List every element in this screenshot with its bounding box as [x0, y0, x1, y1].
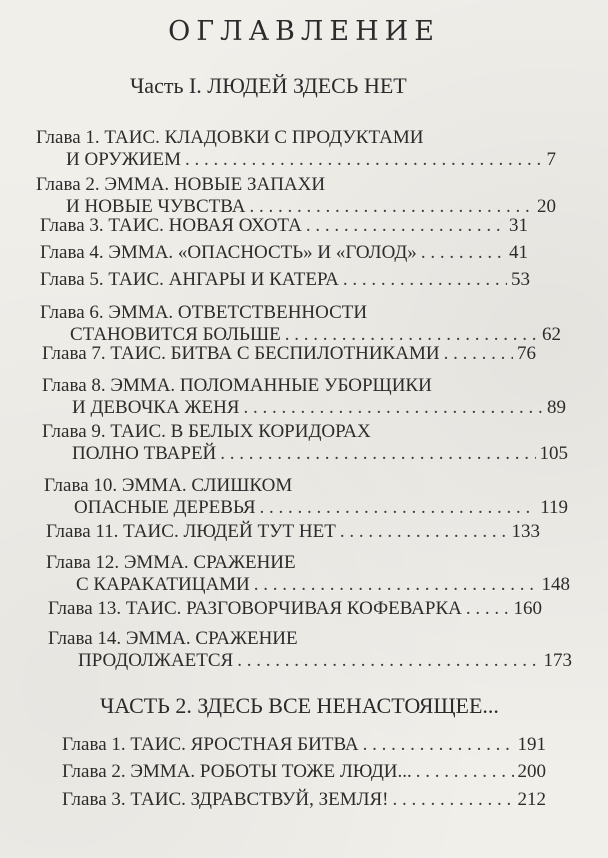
toc-entry: [0, 343, 608, 365]
page-number: 89: [547, 397, 566, 418]
page-number: 200: [517, 761, 546, 782]
toc-entry: [0, 761, 608, 783]
chapter-title-cont: ПРОДОЛЖАЕТСЯ: [78, 650, 234, 671]
chapter-title-cont: С КАРАКАТИЦАМИ: [76, 574, 250, 595]
chapter-title: Глава 1. ТАИС. ЯРОСТНАЯ БИТВА: [62, 734, 359, 755]
page-number: 62: [542, 324, 561, 345]
page-number: 31: [509, 215, 528, 236]
page-number: 53: [511, 269, 530, 290]
toc-entry: [0, 521, 608, 543]
page-heading: ОГЛАВЛЕНИЕ: [168, 16, 440, 47]
chapter-title-cont: ПОЛНО ТВАРЕЙ: [72, 443, 217, 464]
chapter-title: Глава 10. ЭММА. СЛИШКОМ: [44, 475, 293, 496]
chapter-title-cont: СТАНОВИТСЯ БОЛЬШЕ: [70, 324, 281, 345]
chapter-title: Глава 3. ТАИС. ЗДРАВСТВУЙ, ЗЕМЛЯ!: [62, 789, 389, 810]
chapter-title: Глава 6. ЭММА. ОТВЕТСТВЕННОСТИ: [40, 302, 368, 323]
toc-entry: [0, 302, 608, 346]
page-number: 212: [517, 789, 546, 810]
chapter-title: Глава 5. ТАИС. АНГАРЫ И КАТЕРА: [40, 269, 339, 290]
toc-entry: [0, 215, 608, 237]
chapter-title: Глава 8. ЭММА. ПОЛОМАННЫЕ УБОРЩИКИ: [42, 375, 432, 396]
chapter-title: Глава 14. ЭММА. СРАЖЕНИЕ: [48, 628, 298, 649]
chapter-title: Глава 2. ЭММА. РОБОТЫ ТОЖЕ ЛЮДИ...: [62, 761, 412, 782]
page-number: 119: [540, 497, 568, 518]
page-number: 191: [517, 734, 546, 755]
chapter-title: Глава 9. ТАИС. В БЕЛЫХ КОРИДОРАХ: [42, 421, 371, 442]
chapter-title-cont: И ОРУЖИЕМ: [66, 149, 181, 170]
toc-entry: [0, 475, 608, 519]
part-2-title: ЧАСТЬ 2. ЗДЕСЬ ВСЕ НЕНАСТОЯЩЕЕ...: [100, 693, 499, 718]
page-number: 173: [543, 650, 572, 671]
chapter-title: Глава 7. ТАИС. БИТВА С БЕСПИЛОТНИКАМИ: [42, 343, 440, 364]
chapter-title: Глава 4. ЭММА. «ОПАСНОСТЬ» И «ГОЛОД»: [40, 242, 417, 263]
page-number: 41: [509, 242, 528, 263]
chapter-title-cont: И ДЕВОЧКА ЖЕНЯ: [72, 397, 240, 418]
toc-entry: [0, 598, 608, 620]
toc-entry: [0, 174, 608, 218]
toc-entry: [0, 127, 608, 171]
page-number: 160: [513, 598, 542, 619]
page-number: 7: [546, 149, 556, 170]
chapter-title: Глава 12. ЭММА. СРАЖЕНИЕ: [46, 552, 296, 573]
chapter-title: Глава 11. ТАИС. ЛЮДЕЙ ТУТ НЕТ: [46, 521, 336, 542]
toc-entry: [0, 552, 608, 596]
chapter-title-cont: ОПАСНЫЕ ДЕРЕВЬЯ: [74, 497, 256, 518]
toc-entry: [0, 628, 608, 672]
page-number: 76: [517, 343, 536, 364]
page-number: 105: [539, 443, 568, 464]
chapter-title-cont: И НОВЫЕ ЧУВСТВА: [66, 196, 246, 217]
chapter-title: Глава 2. ЭММА. НОВЫЕ ЗАПАХИ: [36, 174, 326, 195]
toc-entry: [0, 421, 608, 465]
part-1-title: Часть I. ЛЮДЕЙ ЗДЕСЬ НЕТ: [130, 73, 407, 98]
toc-entry: [0, 269, 608, 291]
chapter-title: Глава 13. ТАИС. РАЗГОВОРЧИВАЯ КОФЕВАРКА: [48, 598, 462, 619]
page-number: 133: [511, 521, 540, 542]
page-number: 148: [541, 574, 570, 595]
toc-entry: [0, 375, 608, 419]
toc-entry: [0, 789, 608, 811]
chapter-title: Глава 1. ТАИС. КЛАДОВКИ С ПРОДУКТАМИ: [36, 127, 424, 148]
chapter-title: Глава 3. ТАИС. НОВАЯ ОХОТА: [40, 215, 302, 236]
toc-entry: [0, 242, 608, 264]
page-number: 20: [537, 196, 556, 217]
toc-entry: [0, 734, 608, 756]
